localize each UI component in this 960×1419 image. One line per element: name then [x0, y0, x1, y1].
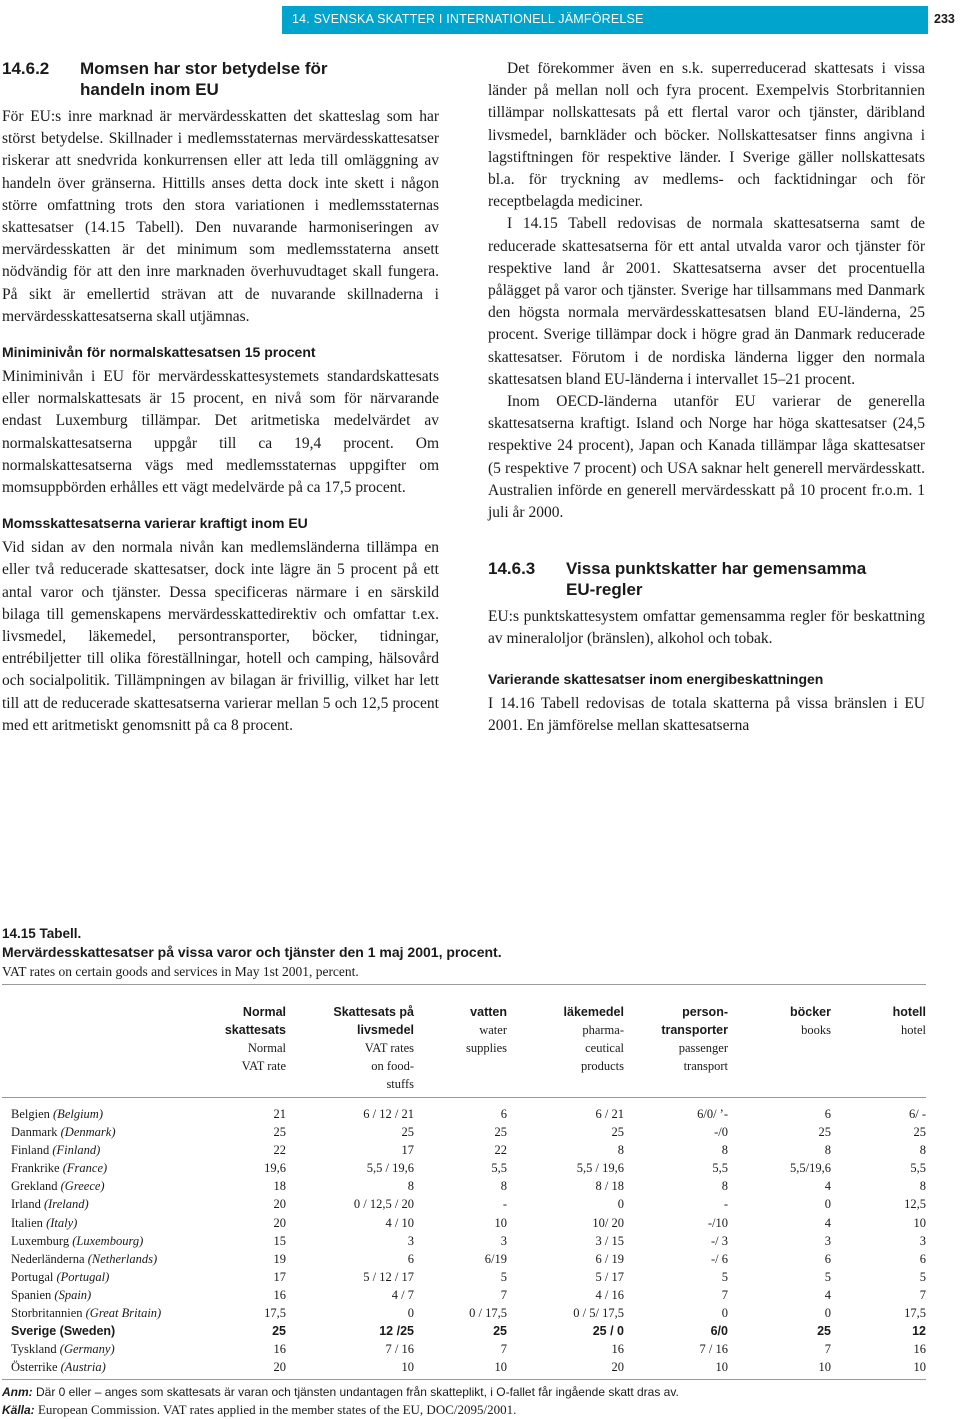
header-label-en: supplies: [466, 1041, 507, 1055]
country-cell: [2, 1268, 202, 1286]
rate-cell: 6: [824, 1107, 831, 1121]
rate-cell: 8: [824, 1143, 831, 1158]
rate-cell: 8: [407, 1179, 414, 1194]
table-note: [2, 1383, 926, 1401]
chapter-title: 14. SVENSKA SKATTER I INTERNATIONELL JÄMFÖRELSE: [292, 12, 644, 26]
rate-cell: 4: [824, 1215, 831, 1230]
country-name-en: (France): [62, 1161, 108, 1176]
rate-cell: 19,6: [264, 1161, 286, 1176]
table-header: [2, 985, 926, 1093]
table-row: [2, 1250, 926, 1268]
country-name-en: (Ireland): [43, 1197, 89, 1212]
header-label-sv: person-: [682, 1005, 728, 1019]
country-cell: [2, 1232, 202, 1250]
header-label-sv: transporter: [661, 1023, 728, 1037]
rate-cell: 22: [494, 1143, 507, 1158]
rate-cell: 5 / 12 / 17: [363, 1269, 414, 1284]
country-cell: [2, 1286, 202, 1304]
country-name-sv: Sverige: [11, 1324, 57, 1339]
table-row: [2, 1358, 926, 1376]
header-label-en: ceutical: [585, 1041, 624, 1055]
header-cell: [831, 985, 926, 1093]
country-name-en: (Belgium): [53, 1107, 103, 1121]
rate-cell: 3: [919, 1233, 926, 1248]
country-name-sv: Storbritannien: [11, 1306, 83, 1321]
country-name-en: (Luxembourg): [72, 1233, 144, 1248]
header-cell: [286, 985, 414, 1093]
paragraph: EU:s punktskattesystem omfattar gemensamma regler för beskattning av mineraloljor (bränslen), alkohol och tobak.: [488, 608, 925, 648]
rate-cell: 25: [493, 1324, 507, 1339]
rate-cell: 20: [273, 1360, 286, 1375]
header-label-sv: skattesats: [224, 1023, 286, 1037]
rate-cell: 6 / 12 / 21: [363, 1107, 414, 1121]
rate-cell: 16: [611, 1342, 624, 1357]
rate-cell: 4: [824, 1287, 831, 1302]
rate-cell: 20: [273, 1197, 286, 1212]
rate-cell: -: [723, 1197, 728, 1212]
header-label-en: VAT rate: [241, 1059, 286, 1073]
rate-cell: 6: [500, 1107, 507, 1121]
rate-cell: 4: [824, 1179, 831, 1194]
country-cell: [2, 1322, 202, 1340]
rate-cell: 21: [273, 1107, 286, 1121]
rate-cell: 16: [273, 1342, 286, 1357]
table-header-rule: [2, 1097, 926, 1098]
country-cell: [2, 1214, 202, 1232]
paragraph: I 14.15 Tabell redovisas de normala skattesatserna samt de reducerade skattesatserna för ett antal utvalda varor och tjänster för respektive land år 2001. Skattesatserna avser det procentuella pålägget på varor och tjänster. Sverige har tillsammans med Danmark den högsta normala mervärdesskattesatsen bland EU-länderna, 25 procent. Sverige tillämpar dock i högre grad än Danmark reducerade skattesatser. Förutom i de nordiska länderna ligger den normala skattesatsen bland EU-länderna i intervallet 15–21 procent.: [488, 215, 925, 388]
rate-cell: 7: [824, 1342, 831, 1357]
rate-cell: 6/0: [710, 1324, 728, 1339]
rate-cell: 6 / 21: [595, 1107, 624, 1121]
table-row: [2, 1123, 926, 1141]
rate-cell: 5: [721, 1269, 728, 1284]
rate-cell: 12,5: [904, 1197, 926, 1212]
table-body: [2, 1105, 926, 1376]
section-title: [566, 558, 866, 600]
rate-cell: 25: [494, 1125, 507, 1140]
rate-cell: 25: [818, 1125, 831, 1140]
paragraph: Miniminivån i EU för mervärdesskattesystemets standardskattesats eller normalskattesats är 15 procent, en nivå som för närvarande endast Luxemburg tillämpar. Det aritmetiska medelvärdet av normalskattesatserna uppgår till ca 19,4 procent. Om normalskattesatserna vägs med medlemsstaternas uppgifter om momsuppbörden erhålles ett vägt medelvärde på ca 17,5 procent.: [2, 368, 439, 497]
country-name-sv: Belgien: [11, 1107, 50, 1121]
section-number: 14.6.3: [488, 559, 536, 579]
header-label-en: hotel: [901, 1023, 926, 1037]
rate-cell: 8: [721, 1179, 728, 1194]
rate-cell: -/ 3: [710, 1233, 728, 1248]
rate-cell: 25: [272, 1324, 286, 1339]
note-text: Där 0 eller – anges som skattesats är varan och tjänsten undantagen från skatteplikt, i O-fallet får ingående skatt dras av.: [32, 1385, 679, 1400]
rate-cell: 6: [919, 1251, 926, 1266]
rate-cell: 4 / 16: [595, 1287, 624, 1302]
country-name-en: (Finland): [52, 1143, 101, 1158]
rate-cell: 17,5: [904, 1306, 926, 1321]
country-name-sv: Irland: [11, 1197, 41, 1212]
country-name-sv: Nederländerna: [11, 1251, 85, 1266]
country-name-en: (Germany): [59, 1342, 115, 1357]
country-name-sv: Tyskland: [11, 1342, 57, 1357]
header-label-en: pharma-: [582, 1023, 624, 1037]
subheading: Momsskattesatserna varierar kraftigt inom EU: [2, 515, 308, 532]
header-cell: [414, 985, 507, 1093]
vat-table-block: [2, 925, 926, 1419]
table-title: Mervärdesskattesatser på vissa varor och tjänster den 1 maj 2001, procent.: [2, 944, 502, 960]
country-name-sv: Spanien: [11, 1287, 52, 1302]
table-source: [2, 1401, 926, 1419]
rate-cell: 12: [912, 1324, 926, 1339]
source-text: European Commission. VAT rates applied in the member states of the EU, DOC/2095/2001.: [34, 1402, 517, 1418]
rate-cell: 0 / 5/ 17,5: [573, 1306, 624, 1321]
rate-cell: 25 / 0: [592, 1324, 624, 1339]
country-cell: [2, 1195, 202, 1213]
section-title-line2: EU-regler: [566, 580, 643, 600]
table-row: [2, 1322, 926, 1340]
header-label-en: products: [580, 1059, 624, 1073]
rate-cell: 5,5/19,6: [790, 1161, 831, 1176]
header-label-sv: vatten: [470, 1005, 507, 1019]
country-cell: [2, 1250, 202, 1268]
section-title-line2: handeln inom EU: [80, 80, 219, 99]
rate-cell: 10: [494, 1215, 507, 1230]
rate-cell: 6 / 19: [595, 1251, 624, 1266]
paragraph: I 14.16 Tabell redovisas de totala skatterna på vissa bränslen i EU 2001. En jämförelse mellan skattesatserna: [488, 694, 925, 734]
country-name-sv: Portugal: [11, 1269, 54, 1284]
country-cell: [2, 1159, 202, 1177]
rate-cell: 15: [273, 1233, 286, 1248]
section-number: 14.6.2: [2, 59, 50, 78]
rate-cell: 19: [273, 1251, 286, 1266]
table-subtitle: VAT rates on certain goods and services in May 1st 2001, percent.: [2, 964, 359, 979]
country-name-sv: Italien: [11, 1215, 43, 1230]
rate-cell: 7 / 16: [385, 1342, 414, 1357]
rate-cell: 5,5: [712, 1161, 728, 1176]
rate-cell: 0: [617, 1197, 624, 1212]
table-row: [2, 1159, 926, 1177]
rate-cell: 17: [401, 1143, 414, 1158]
paragraph: Inom OECD-länderna utanför EU varierar de generella skattesatserna kraftigt. Island och Norge har höga skattesatser (24,5 respektive 24 procent), Japan och Kanada tillämpar låga skattesatser (5 respektive 7 procent) och USA saknar helt generell mervärdesskatt. Australien införde en generell mervärdesskatt på 10 procent fr.o.m. 1 juli år 2000.: [488, 393, 925, 522]
country-cell: [2, 1177, 202, 1195]
rate-cell: 0: [824, 1306, 831, 1321]
rate-cell: 0 / 12,5 / 20: [353, 1197, 414, 1212]
rate-cell: -/10: [707, 1215, 728, 1230]
table-row: [2, 1214, 926, 1232]
rate-cell: 12 /25: [379, 1324, 414, 1339]
subheading: Miniminivån för normalskattesatsen 15 procent: [2, 344, 316, 361]
rate-cell: 6/0/ ’-: [697, 1107, 728, 1121]
rate-cell: -/ 6: [710, 1251, 728, 1266]
country-name-en: (Netherlands): [87, 1251, 158, 1266]
table-row: [2, 1195, 926, 1213]
rate-cell: 10: [715, 1360, 728, 1375]
header-label-en: stuffs: [386, 1077, 414, 1091]
rate-cell: 3: [407, 1233, 414, 1248]
rate-cell: 7: [500, 1342, 507, 1357]
table-row: [2, 1286, 926, 1304]
country-name-en: (Denmark): [60, 1125, 116, 1140]
left-column: [2, 58, 439, 737]
rate-cell: 5: [500, 1269, 507, 1284]
rate-cell: 4 / 10: [385, 1215, 414, 1230]
rate-cell: 8: [919, 1143, 926, 1158]
country-name-en: (Italy): [46, 1215, 78, 1230]
rate-cell: 5,5: [491, 1161, 507, 1176]
rate-cell: 5,5 / 19,6: [576, 1161, 624, 1176]
country-cell: [2, 1141, 202, 1159]
header-label-sv: livsmedel: [357, 1023, 414, 1037]
country-name-sv: Finland: [11, 1143, 50, 1158]
rate-cell: 25: [913, 1125, 926, 1140]
table-row: [2, 1177, 926, 1195]
rate-cell: 5: [824, 1269, 831, 1284]
country-cell: [2, 1105, 202, 1123]
rate-cell: 25: [817, 1324, 831, 1339]
header-cell: [507, 985, 624, 1093]
rate-cell: 8: [721, 1143, 728, 1158]
rate-cell: 16: [273, 1287, 286, 1302]
country-name-sv: Grekland: [11, 1179, 58, 1194]
header-label-en: Normal: [247, 1041, 286, 1055]
header-label-sv: läkemedel: [563, 1005, 624, 1019]
rate-cell: 18: [273, 1179, 286, 1194]
rate-cell: -: [502, 1197, 507, 1212]
country-name-en: (Greece): [60, 1179, 105, 1194]
country-cell: [2, 1358, 202, 1376]
page-number: 233: [934, 12, 955, 26]
rate-cell: 8: [617, 1143, 624, 1158]
rate-cell: 16: [913, 1342, 926, 1357]
rate-cell: 10: [401, 1360, 414, 1375]
rate-cell: 5,5: [910, 1161, 926, 1176]
table-row: [2, 1304, 926, 1322]
rate-cell: 10: [913, 1360, 926, 1375]
rate-cell: 10: [913, 1215, 926, 1230]
rate-cell: 4 / 7: [391, 1287, 414, 1302]
header-label-en: water: [479, 1023, 507, 1037]
header-cell: [202, 985, 286, 1093]
rate-cell: 10: [494, 1360, 507, 1375]
rate-cell: 22: [273, 1143, 286, 1158]
section-heading-14-6-2: [2, 58, 439, 100]
rate-cell: 0 / 17,5: [469, 1306, 507, 1321]
rate-cell: 8: [500, 1179, 507, 1194]
table-label: 14.15 Tabell.: [2, 926, 82, 941]
section-title-line1: Momsen har stor betydelse för: [80, 59, 328, 78]
rate-cell: -/0: [714, 1125, 728, 1140]
rate-cell: 6/19: [484, 1251, 507, 1266]
rate-cell: 8: [919, 1179, 926, 1194]
rate-cell: 7: [919, 1287, 926, 1302]
rate-cell: 17: [273, 1269, 286, 1284]
rate-cell: 10/ 20: [592, 1215, 624, 1230]
header-label-en: passenger: [678, 1041, 728, 1055]
header-cell: [728, 985, 831, 1093]
header-label-sv: böcker: [790, 1005, 831, 1019]
rate-cell: 6: [407, 1251, 414, 1266]
country-name-en: (Spain): [54, 1287, 92, 1302]
rate-cell: 25: [611, 1125, 624, 1140]
paragraph: Vid sidan av den normala nivån kan medlemsländerna tillämpa en eller två reducerade skattesatser, dock inte lägre än 5 procent på ett antal varor och tjänster. Dessa specificeras närmare i en särskild bilaga till gemenskapens mervärdesskattedirektiv och omfattar t.ex. livsmedel, läkemedel, persontransporter, böcker, tidningar, entrébiljetter till olika föreställningar, hotell och camping, hälsovård och socialpolitik. Tillämpningen av bilagan är frivillig, vilket har lett till att de reducerade skattesatserna varierar mellan 5 och 12,5 procent med ett aritmetiskt genomsnitt på ca 8 procent.: [2, 539, 439, 734]
section-heading-14-6-3: [488, 558, 925, 600]
rate-cell: 20: [273, 1215, 286, 1230]
rate-cell: 3 / 15: [595, 1233, 624, 1248]
rate-cell: 5 / 17: [595, 1269, 624, 1284]
header-label-en: transport: [683, 1059, 728, 1073]
header-cell: [624, 985, 728, 1093]
table-row: [2, 1268, 926, 1286]
rate-cell: 0: [721, 1306, 728, 1321]
header-label-en: on food-: [371, 1059, 414, 1073]
country-name-en: (Portugal): [56, 1269, 110, 1284]
table-bottom-rule: [2, 1379, 926, 1380]
country-name-en: (Austria): [60, 1360, 106, 1375]
country-name-sv: Österrike: [11, 1360, 58, 1375]
rate-cell: 8 / 18: [595, 1179, 624, 1194]
paragraph: För EU:s inre marknad är mervärdesskatten det skatteslag som har störst betydelse. Skillnader i medlemsstaternas mervärdesskattesatser riskerar att snedvrida konkurrensen eller att leda till omläggning av handeln över gränserna. Hittills anses detta dock inte skett i någon större omfattning trots den stora variationen i medlemsstaternas skattesatser (14.15 Tabell). Den nuvarande harmoniseringen av mervärdesskatten är det minimum som medlemsstaterna ansett nödvändig för att den inre marknaden överhuvudtaget skall fungera. På sikt är emellertid strävan att de nuvarande skillnaderna i mervärdesskattesatserna skall utjämnas.: [2, 108, 439, 325]
right-column: [488, 58, 925, 737]
rate-cell: 6: [824, 1251, 831, 1266]
country-name-sv: Luxemburg: [11, 1233, 70, 1248]
note-label: Anm:: [2, 1385, 33, 1400]
rate-cell: 3: [500, 1233, 507, 1248]
header-label-sv: Normal: [242, 1005, 286, 1019]
rate-cell: 7: [721, 1287, 728, 1302]
rate-cell: 0: [407, 1306, 414, 1321]
rate-cell: 25: [273, 1125, 286, 1140]
table-row: [2, 1232, 926, 1250]
rate-cell: 25: [401, 1125, 414, 1140]
section-title-line1: Vissa punktskatter har gemensamma: [566, 559, 867, 579]
vat-rates-table: [2, 985, 926, 1093]
rate-cell: 5,5 / 19,6: [366, 1161, 414, 1176]
table-row: [2, 1105, 926, 1123]
country-cell: [2, 1304, 202, 1322]
table-row: [2, 1340, 926, 1358]
header-label-sv: Skattesats på: [333, 1005, 414, 1019]
vat-rates-table-body: [2, 1105, 926, 1376]
rate-cell: 20: [611, 1360, 624, 1375]
rate-cell: 10: [818, 1360, 831, 1375]
country-name-en: (Great Britain): [85, 1306, 162, 1321]
subheading: Varierande skattesatser inom energibeskattningen: [488, 670, 824, 687]
header-label-en: books: [801, 1023, 831, 1037]
rate-cell: 5: [919, 1269, 926, 1284]
country-cell: [2, 1123, 202, 1141]
country-name-sv: Danmark: [11, 1125, 58, 1140]
rate-cell: 7 / 16: [699, 1342, 728, 1357]
source-label: Källa:: [2, 1403, 35, 1418]
country-name-sv: Frankrike: [11, 1161, 60, 1176]
header-label-en: VAT rates: [364, 1041, 414, 1055]
rate-cell: 7: [500, 1287, 507, 1302]
header-label-sv: hotell: [892, 1005, 926, 1019]
section-title: [80, 58, 328, 100]
country-name-en: (Sweden): [59, 1324, 116, 1339]
rate-cell: 6/ -: [908, 1107, 926, 1121]
table-row: [2, 1141, 926, 1159]
rate-cell: 17,5: [264, 1306, 286, 1321]
rate-cell: 3: [824, 1233, 831, 1248]
rate-cell: 0: [824, 1197, 831, 1212]
country-cell: [2, 1340, 202, 1358]
paragraph: Det förekommer även en s.k. superreducerad skattesats i vissa länder på mellan noll och fyra procent. Exempelvis Storbritannien tillämpar nollskattesats på ett flertal varor och tjänster, däribland livsmedel, barnkläder och böcker. Nollskattesatser finns angivna i lagstiftningen för respektive länder. I Sverige gäller nollskattesats bl.a. för tryckning av medlems- och facktidningar och för receptbelagda mediciner.: [488, 60, 925, 211]
